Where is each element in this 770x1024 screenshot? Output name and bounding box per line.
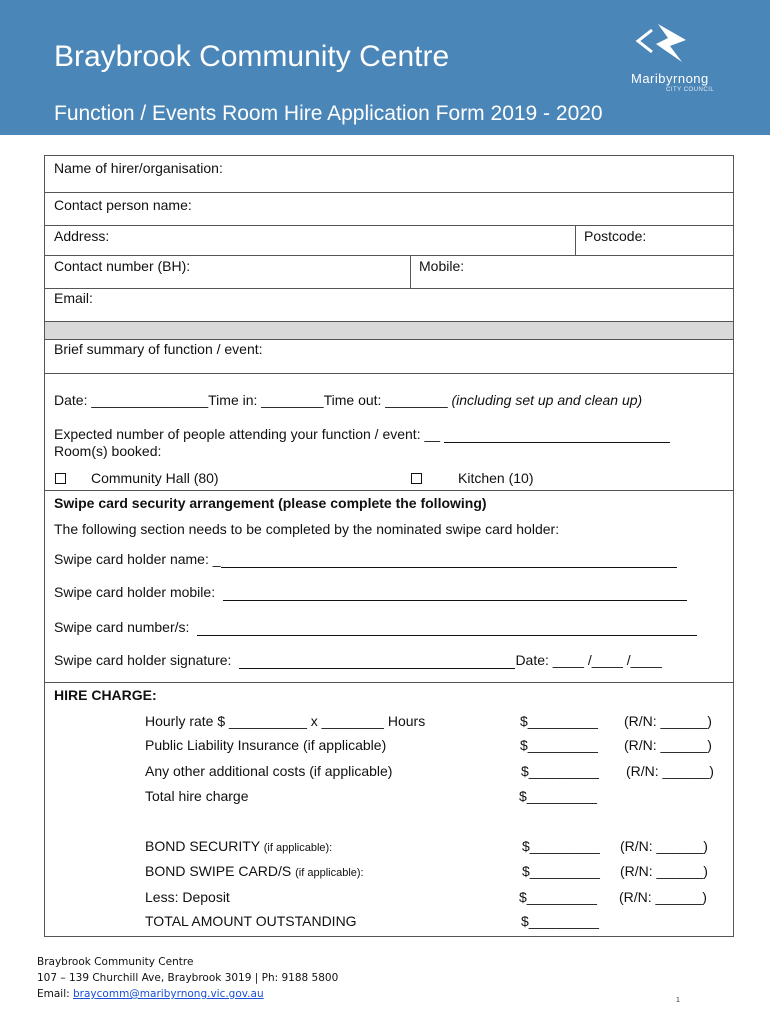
deposit-amount[interactable]: $_________ xyxy=(519,889,597,905)
hourly-rn[interactable]: (R/N: ______) xyxy=(624,713,712,729)
date-rooms-block xyxy=(45,374,733,491)
attendance-blank xyxy=(444,426,670,443)
contact-number-label: Contact number (BH): xyxy=(54,258,191,274)
maribyrnong-logo-icon xyxy=(626,22,736,72)
bond-swipe-line xyxy=(145,863,364,879)
hirer-name-row[interactable] xyxy=(45,156,733,193)
kitchen-label: Kitchen (10) xyxy=(458,470,534,486)
footer-email-line xyxy=(37,986,338,1002)
hirer-name-label: Name of hirer/organisation: xyxy=(54,160,223,176)
summary-row[interactable] xyxy=(45,340,733,374)
date-time-line[interactable] xyxy=(54,392,642,408)
bond-security-note: (if applicable): xyxy=(263,842,333,854)
outstanding-amount[interactable]: $_________ xyxy=(521,913,599,929)
swipe-heading: Swipe card security arrangement (please complete the following) xyxy=(54,495,487,511)
email-row[interactable] xyxy=(45,289,733,322)
email-label: Email: xyxy=(54,290,93,306)
summary-label: Brief summary of function / event: xyxy=(54,341,263,357)
outstanding-label: TOTAL AMOUNT OUTSTANDING xyxy=(145,913,357,929)
swipe-intro: The following section needs to be completed by the nominated swipe card holder: xyxy=(54,521,560,537)
deposit-label: Less: Deposit xyxy=(145,889,230,905)
kitchen-checkbox[interactable] xyxy=(411,473,422,484)
bond-swipe-amount[interactable]: $_________ xyxy=(522,863,600,879)
logo-subtext: CITY COUNCIL xyxy=(666,87,715,93)
community-hall-checkbox[interactable] xyxy=(55,473,66,484)
footer-email-link[interactable]: braycomm@maribyrnong.vic.gov.au xyxy=(73,988,264,1000)
swipe-card-number-line[interactable] xyxy=(54,619,697,636)
footer-address: 107 – 139 Churchill Ave, Braybrook 3019 | Ph: 9188 5800 xyxy=(37,972,339,984)
footer xyxy=(37,954,338,1002)
divider xyxy=(575,226,576,255)
bond-security-line xyxy=(145,838,332,854)
swipe-date-label: Date: ____ /____ /____ xyxy=(515,652,662,668)
blank-line xyxy=(223,584,687,601)
mobile-label: Mobile: xyxy=(419,258,465,274)
total-hire-amount[interactable]: $_________ xyxy=(519,788,597,804)
contact-number-row[interactable] xyxy=(45,256,733,289)
setup-note: (including set up and clean up) xyxy=(451,392,643,408)
hire-charge-heading: HIRE CHARGE: xyxy=(54,687,157,703)
blank-line xyxy=(221,551,677,568)
community-hall-label: Community Hall (80) xyxy=(91,470,219,486)
footer-centre-name: Braybrook Community Centre xyxy=(37,956,194,968)
swipe-holder-name-line[interactable] xyxy=(54,551,677,568)
swipe-holder-name-label: Swipe card holder name: _ xyxy=(54,551,221,567)
divider xyxy=(410,256,411,288)
bond-security-rn[interactable]: (R/N: ______) xyxy=(620,838,708,854)
grey-separator xyxy=(45,322,733,340)
bond-swipe-rn[interactable]: (R/N: ______) xyxy=(620,863,708,879)
council-logo xyxy=(626,22,736,102)
swipe-holder-mobile-line[interactable] xyxy=(54,584,687,601)
address-row[interactable] xyxy=(45,226,733,256)
form-subtitle: Function / Events Room Hire Application Form 2019 - 2020 xyxy=(54,102,603,125)
application-form xyxy=(44,155,734,937)
date-time-text: Date: _______________Time in: ________Time out: ________ xyxy=(54,392,448,408)
total-hire-label: Total hire charge xyxy=(145,788,249,804)
other-costs-rn[interactable]: (R/N: ______) xyxy=(626,763,714,779)
blank-line xyxy=(239,652,515,669)
hourly-amount[interactable]: $_________ xyxy=(520,713,598,729)
rooms-label: Room(s) booked: xyxy=(54,443,162,459)
attendance-line[interactable] xyxy=(54,426,670,443)
bond-security-amount[interactable]: $_________ xyxy=(522,838,600,854)
swipe-holder-mobile-label: Swipe card holder mobile: xyxy=(54,584,216,600)
address-label: Address: xyxy=(54,228,110,244)
footer-email-label: Email: xyxy=(37,988,74,1000)
swipe-card-number-label: Swipe card number/s: xyxy=(54,619,190,635)
bond-security-label: BOND SECURITY xyxy=(145,838,260,854)
other-costs-label: Any other additional costs (if applicable) xyxy=(145,763,393,779)
header-banner xyxy=(0,0,770,135)
other-costs-amount[interactable]: $_________ xyxy=(521,763,599,779)
liability-amount[interactable]: $_________ xyxy=(520,737,598,753)
page-title: Braybrook Community Centre xyxy=(54,40,450,73)
postcode-label: Postcode: xyxy=(584,228,647,244)
liability-rn[interactable]: (R/N: ______) xyxy=(624,737,712,753)
swipe-signature-line[interactable] xyxy=(54,652,662,669)
hourly-rate-line[interactable]: Hourly rate $ __________ x ________ Hours xyxy=(145,713,426,729)
blank-line xyxy=(197,619,697,636)
swipe-signature-label: Swipe card holder signature: xyxy=(54,652,232,668)
page-number: 1 xyxy=(676,997,680,1004)
liability-label: Public Liability Insurance (if applicable) xyxy=(145,737,387,753)
attendance-label: Expected number of people attending your function / event: __ xyxy=(54,426,441,442)
bond-swipe-label: BOND SWIPE CARD/S xyxy=(145,863,292,879)
swipe-card-section xyxy=(45,491,733,683)
deposit-rn[interactable]: (R/N: ______) xyxy=(619,889,707,905)
contact-person-row[interactable] xyxy=(45,193,733,226)
contact-person-label: Contact person name: xyxy=(54,197,192,213)
logo-text: Maribyrnong xyxy=(631,71,709,86)
bond-swipe-note: (if applicable): xyxy=(295,867,364,879)
